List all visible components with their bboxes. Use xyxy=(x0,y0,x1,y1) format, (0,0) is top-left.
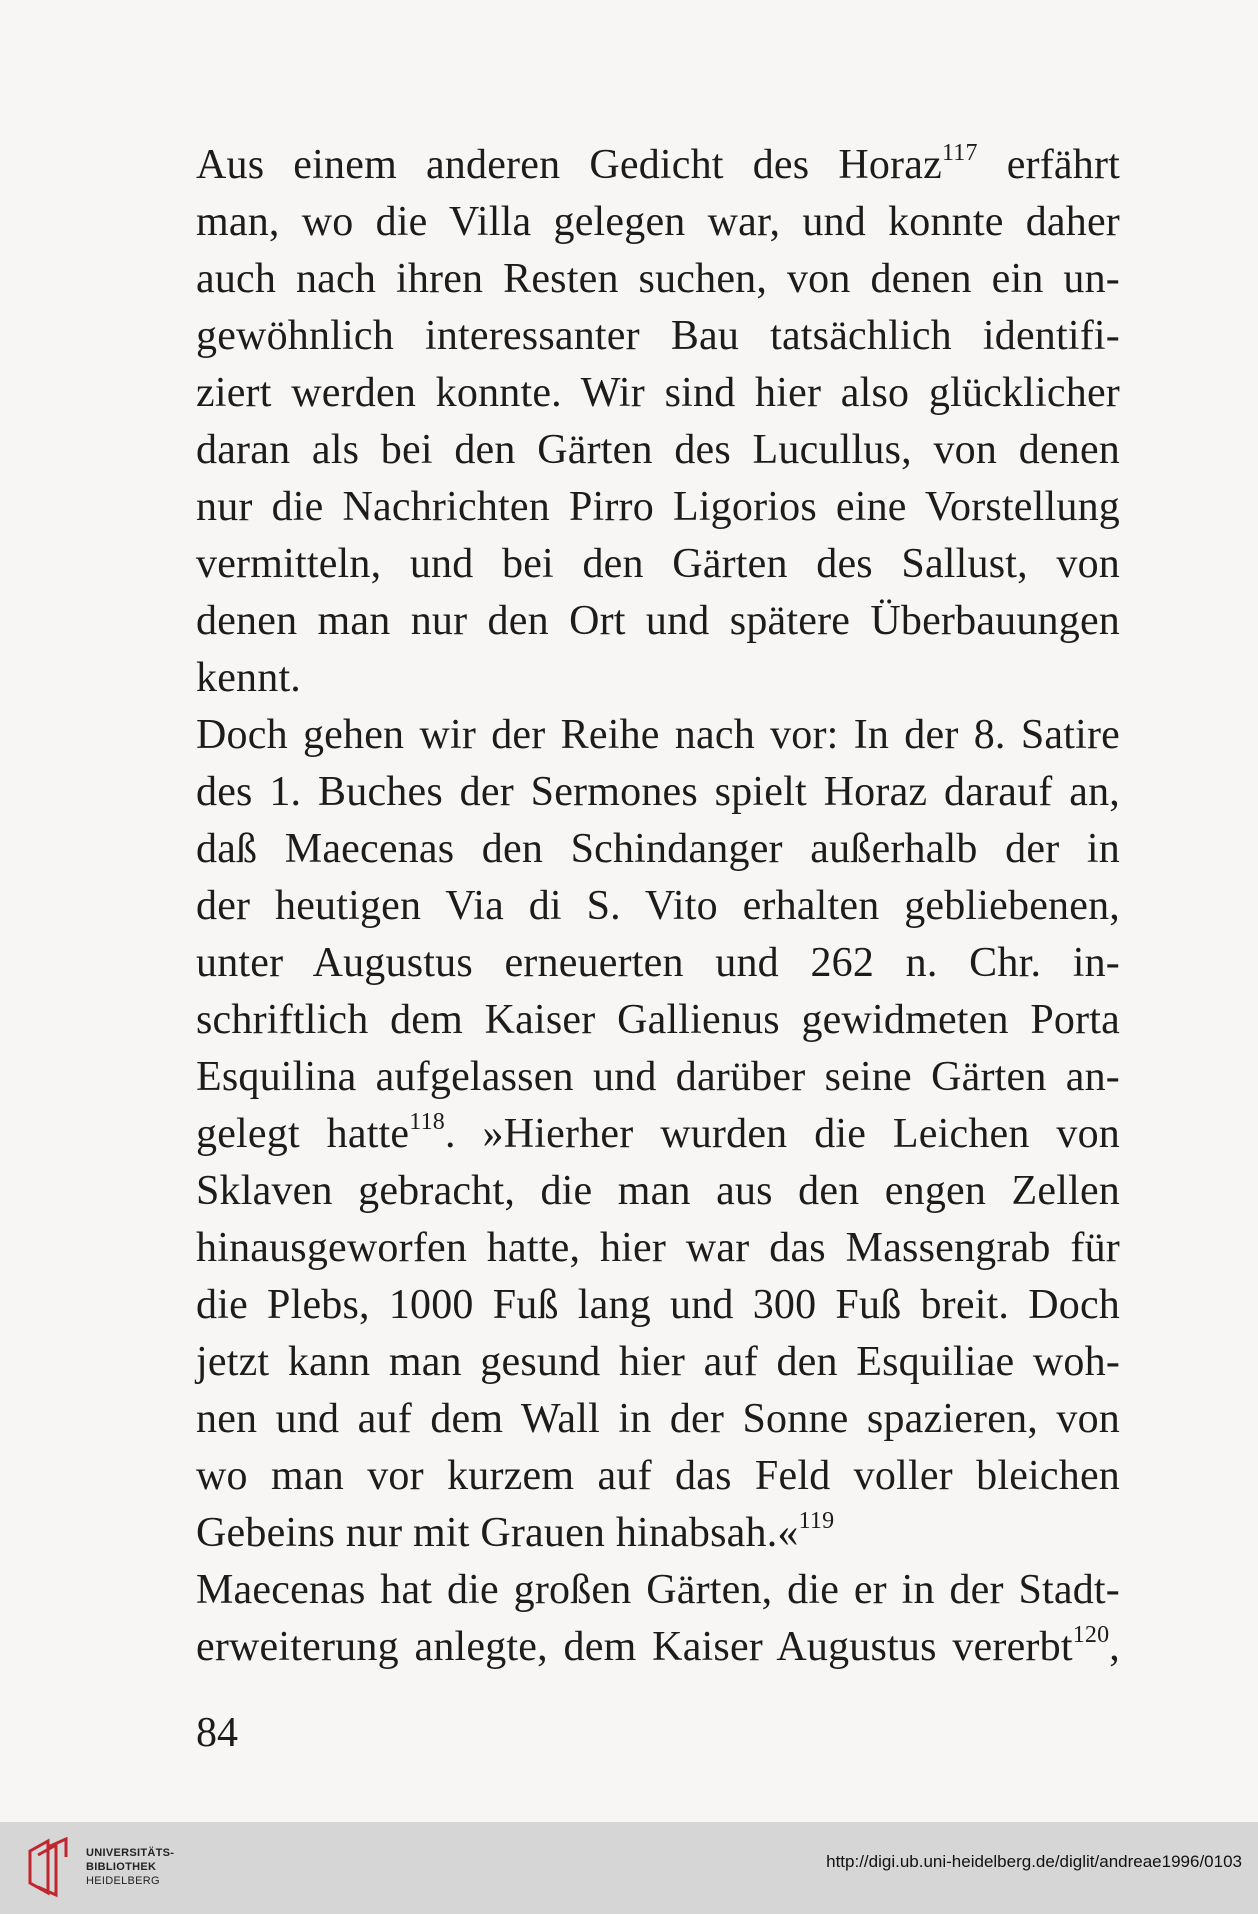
text-line xyxy=(196,1505,1120,1562)
text-line-content: Aus einem anderen Gedicht des Horaz xyxy=(196,142,942,188)
text-line-content: unter Augustus erneuerten und 262 n. Chr. in- xyxy=(196,940,1120,986)
text-line xyxy=(196,821,1120,878)
text-line xyxy=(196,650,1120,707)
text-line xyxy=(196,536,1120,593)
library-name xyxy=(86,1846,174,1888)
text-line xyxy=(196,1619,1120,1676)
text-line-content: Maecenas hat die großen Gärten, die er in der Stadt- xyxy=(196,1567,1120,1613)
text-line xyxy=(196,194,1120,251)
text-line-continuation: , xyxy=(1109,1624,1120,1670)
text-line-content: schriftlich dem Kaiser Gallienus gewidmeten Porta xyxy=(196,997,1120,1043)
text-line-content: man, wo die Villa gelegen war, und konnte daher xyxy=(196,199,1120,245)
text-line-content: daran als bei den Gärten des Lucullus, von denen xyxy=(196,427,1120,473)
text-line-content: nur die Nachrichten Pirro Ligorios eine Vorstellung xyxy=(196,484,1120,530)
text-line xyxy=(196,935,1120,992)
text-line xyxy=(196,764,1120,821)
text-line xyxy=(196,1049,1120,1106)
text-line-content: jetzt kann man gesund hier auf den Esquiliae woh- xyxy=(196,1339,1120,1385)
text-line-content: gewöhnlich interessanter Bau tatsächlich identifi- xyxy=(196,313,1120,359)
text-line-content: daß Maecenas den Schindanger außerhalb der in xyxy=(196,826,1120,872)
text-line xyxy=(196,251,1120,308)
text-line-content: Doch gehen wir der Reihe nach vor: In der 8. Satire xyxy=(196,712,1120,758)
footnote-marker: 117 xyxy=(941,140,978,166)
text-line xyxy=(196,992,1120,1049)
text-line-content: auch nach ihren Resten suchen, von denen ein un- xyxy=(196,256,1120,302)
text-line-content: erweiterung anlegte, dem Kaiser Augustus vererbt xyxy=(196,1624,1073,1670)
text-line-content: der heutigen Via di S. Vito erhalten gebliebenen, xyxy=(196,883,1120,929)
text-line xyxy=(196,1391,1120,1448)
text-line xyxy=(196,1334,1120,1391)
text-line xyxy=(196,1220,1120,1277)
text-line xyxy=(196,707,1120,764)
text-line-content: nen und auf dem Wall in der Sonne spazieren, von xyxy=(196,1396,1120,1442)
ub-heidelberg-logo-icon xyxy=(24,1837,80,1899)
text-line xyxy=(196,878,1120,935)
text-line-continuation: erfährt xyxy=(977,142,1121,188)
text-line xyxy=(196,365,1120,422)
text-line-content: hinausgeworfen hatte, hier war das Massengrab für xyxy=(196,1225,1120,1271)
text-line-content: vermitteln, und bei den Gärten des Sallust, von xyxy=(196,541,1120,587)
text-line xyxy=(196,137,1120,194)
text-line-content: des 1. Buches der Sermones spielt Horaz darauf an, xyxy=(196,769,1120,815)
text-line-content: Sklaven gebracht, die man aus den engen Zellen xyxy=(196,1168,1120,1214)
page-number: 84 xyxy=(196,1710,238,1756)
text-line-content: Gebeins nur mit Grauen hinabsah.« xyxy=(196,1510,799,1556)
text-line-content: gelegt hatte xyxy=(196,1111,410,1157)
footnote-marker: 120 xyxy=(1072,1622,1110,1648)
library-name-line-1: UNIVERSITÄTS- xyxy=(86,1847,175,1859)
text-line xyxy=(196,593,1120,650)
body-text xyxy=(196,137,1120,1676)
text-line-content: kennt. xyxy=(196,655,302,701)
text-line xyxy=(196,1106,1120,1163)
text-line xyxy=(196,1562,1120,1619)
text-line-content: denen man nur den Ort und spätere Überbauungen xyxy=(196,598,1120,644)
text-line xyxy=(196,1277,1120,1334)
digitization-footer xyxy=(0,1822,1258,1914)
text-line-content: Esquilina aufgelassen und darüber seine Gärten an- xyxy=(196,1054,1120,1100)
text-line xyxy=(196,1163,1120,1220)
text-line xyxy=(196,1448,1120,1505)
text-line xyxy=(196,308,1120,365)
text-line xyxy=(196,422,1120,479)
library-name-line-3: HEIDELBERG xyxy=(86,1875,160,1887)
text-line-content: ziert werden konnte. Wir sind hier also glücklicher xyxy=(196,370,1120,416)
footnote-marker: 118 xyxy=(409,1109,445,1135)
text-line-content: die Plebs, 1000 Fuß lang und 300 Fuß breit. Doch xyxy=(196,1282,1120,1328)
text-line-content: wo man vor kurzem auf das Feld voller bleichen xyxy=(196,1453,1120,1499)
text-line xyxy=(196,479,1120,536)
footnote-marker: 119 xyxy=(798,1508,835,1534)
library-name-line-2: BIBLIOTHEK xyxy=(86,1861,157,1873)
source-url[interactable]: http://digi.ub.uni-heidelberg.de/diglit/andreae1996/0103 xyxy=(826,1852,1242,1871)
text-line-continuation: . »Hierher wurden die Leichen von xyxy=(445,1111,1120,1157)
